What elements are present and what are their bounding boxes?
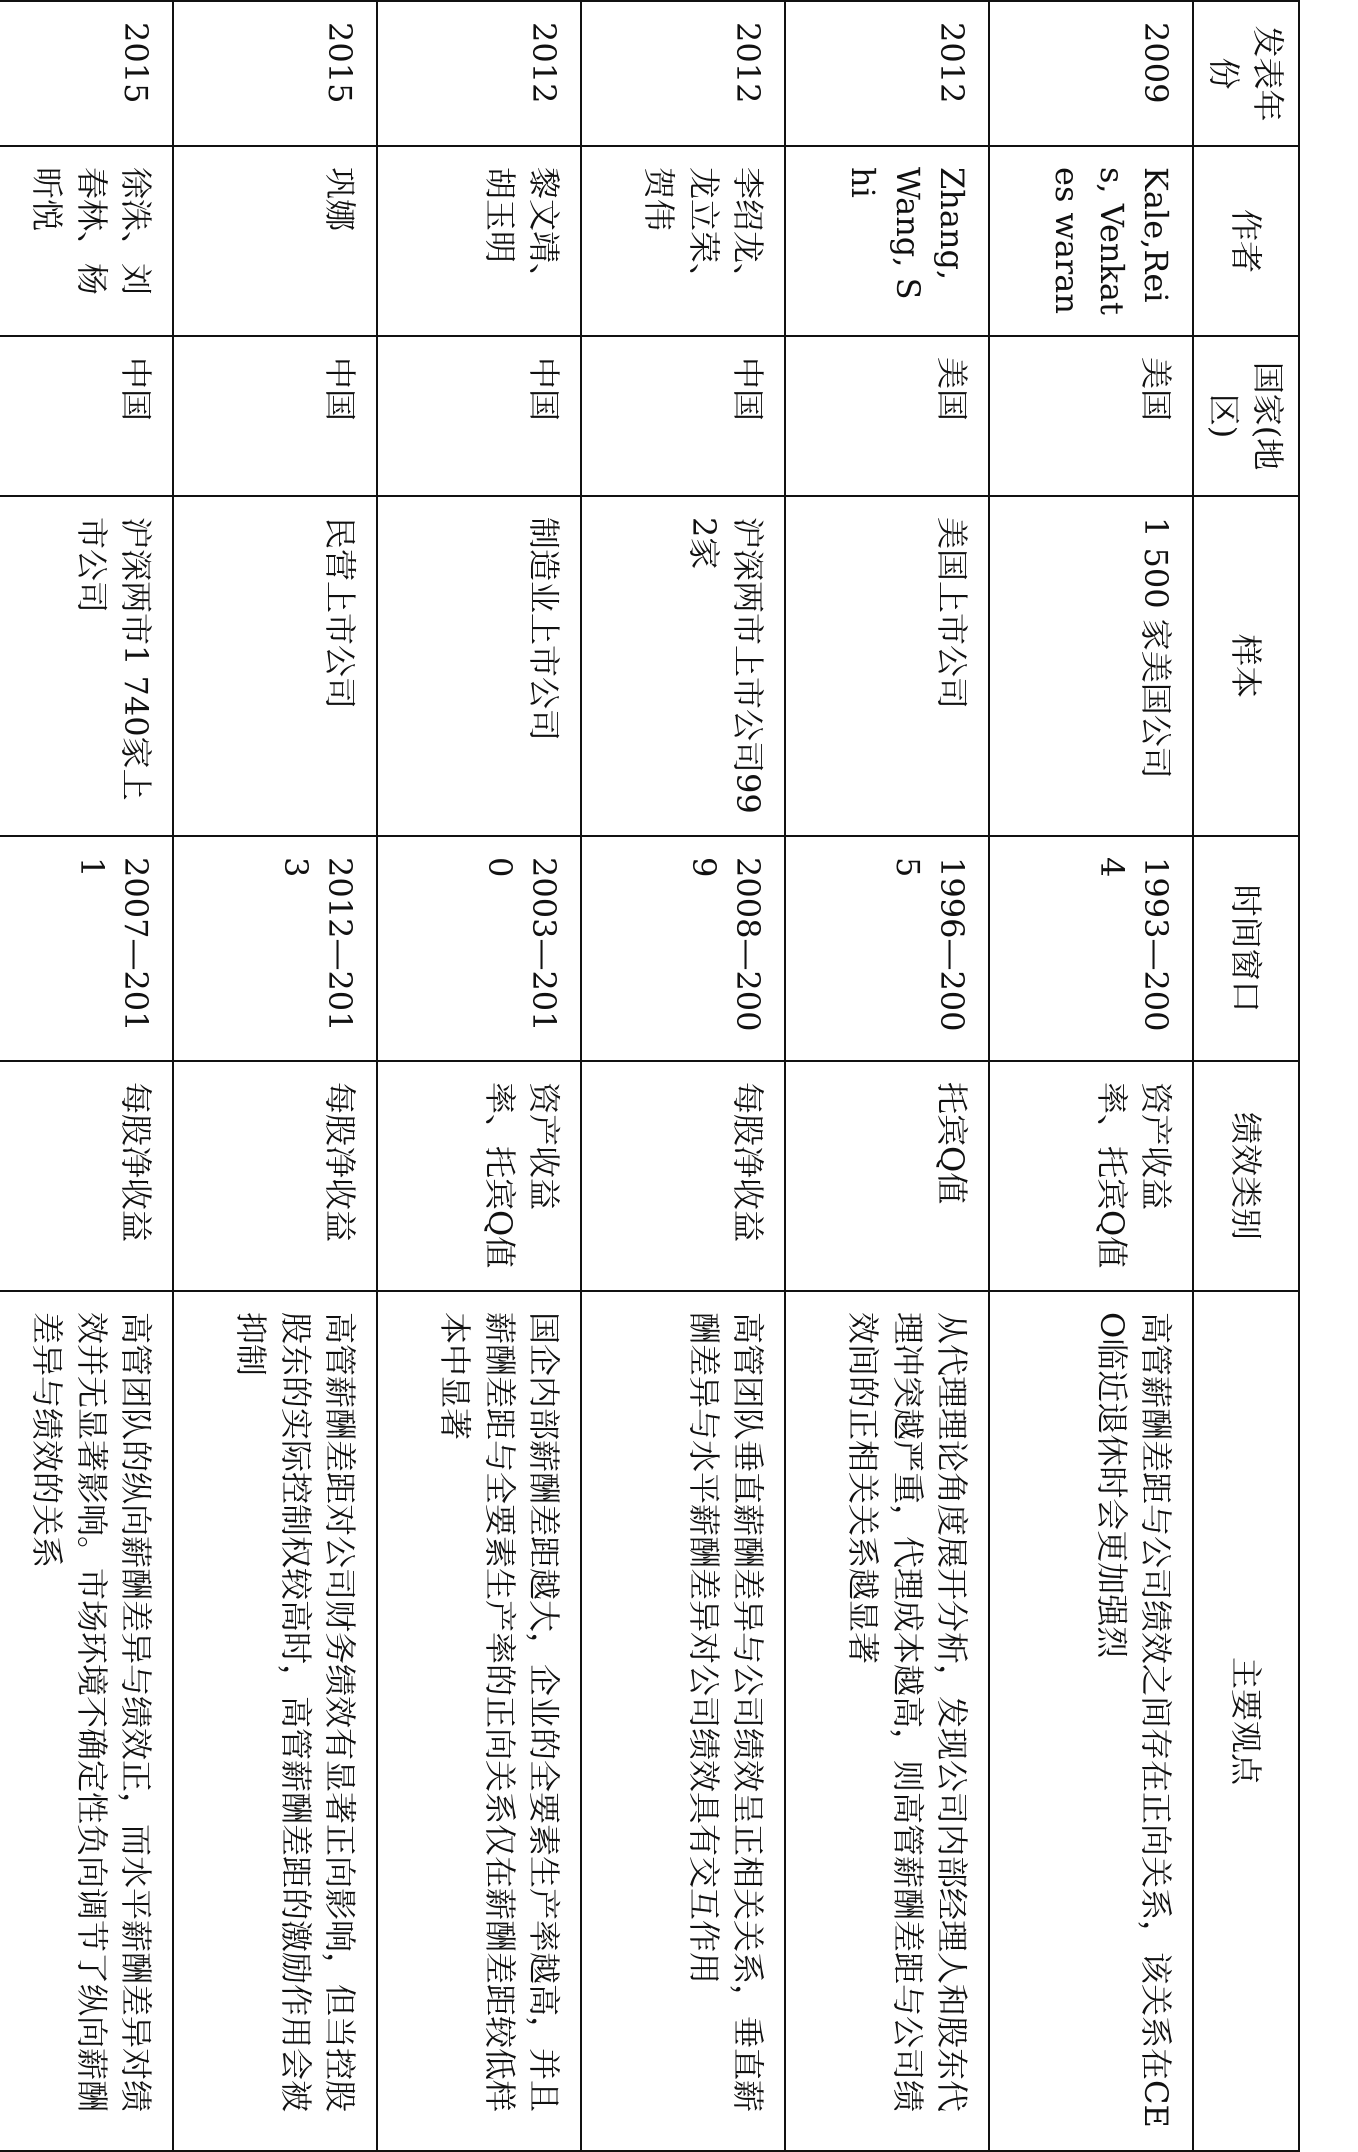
cell-performance: 每股净收益 (173, 1061, 377, 1291)
cell-authors: Zhang, Wang, Shi (785, 146, 989, 336)
cell-view: 高管团队的纵向薪酬差异与绩效正，而水平薪酬差异对绩效并无显著影响。市场环境不确定性负向调节了纵向薪酬差异与绩效的关系 (0, 1291, 173, 2151)
cell-view: 从代理理论角度展开分析，发现公司内部经理人和股东代理冲突越严重，代理成本越高，则高管薪酬差距与公司绩效间的正相关关系越显著 (785, 1291, 989, 2151)
header-row (1193, 1, 1299, 2151)
table-row (989, 1, 1193, 2151)
cell-year: 2012 (785, 1, 989, 146)
cell-sample: 沪深两市1 740家上市公司 (0, 496, 173, 836)
cell-year: 2012 (377, 1, 581, 146)
table-row (173, 1, 377, 2151)
cell-country: 中国 (377, 336, 581, 496)
cell-authors: 黎文靖、胡玉明 (377, 146, 581, 336)
cell-authors: 徐洙、刘春林、杨昕悦 (0, 146, 173, 336)
header-performance: 绩效类别 (1193, 1061, 1299, 1291)
cell-authors: Kale,Reis, Venkates waran (989, 146, 1193, 336)
cell-country: 中国 (581, 336, 785, 496)
table-row (581, 1, 785, 2151)
cell-sample: 制造业上市公司 (377, 496, 581, 836)
cell-country: 中国 (0, 336, 173, 496)
header-view: 主要观点 (1193, 1291, 1299, 2151)
cell-sample: 民营上市公司 (173, 496, 377, 836)
cell-sample: 1 500 家美国公司 (989, 496, 1193, 836)
cell-year: 2015 (0, 1, 173, 146)
cell-view: 高管薪酬差距与公司绩效之间存在正向关系，该关系在CEO临近退休时会更加强烈 (989, 1291, 1193, 2151)
cell-sample: 美国上市公司 (785, 496, 989, 836)
cell-view: 高管团队垂直薪酬差异与公司绩效呈正相关关系，垂直薪酬差异与水平薪酬差异对公司绩效具有交互作用 (581, 1291, 785, 2151)
cell-performance: 资产收益率、托宾Q值 (989, 1061, 1193, 1291)
cell-year: 2015 (173, 1, 377, 146)
cell-period: 2012—2013 (173, 836, 377, 1061)
header-authors: 作者 (1193, 146, 1299, 336)
cell-period: 1996—2005 (785, 836, 989, 1061)
header-sample: 样本 (1193, 496, 1299, 836)
cell-year: 2009 (989, 1, 1193, 146)
cell-performance: 每股净收益 (0, 1061, 173, 1291)
cell-view: 国企内部薪酬差距越大，企业的全要素生产率越高，并且薪酬差距与全要素生产率的正向关系仅在薪酬差距较低样本中显著 (377, 1291, 581, 2151)
table-row (0, 1, 173, 2151)
cell-country: 美国 (785, 336, 989, 496)
cell-authors: 巩娜 (173, 146, 377, 336)
table-row (377, 1, 581, 2151)
cell-year: 2012 (581, 1, 785, 146)
cell-view: 高管薪酬差距对公司财务绩效有显著正向影响，但当控股股东的实际控制权较高时，高管薪酬差距的激励作用会被抑制 (173, 1291, 377, 2151)
cell-performance: 每股净收益 (581, 1061, 785, 1291)
cell-period: 2007—2011 (0, 836, 173, 1061)
cell-period: 2008—2009 (581, 836, 785, 1061)
cell-period: 2003—2010 (377, 836, 581, 1061)
cell-country: 美国 (989, 336, 1193, 496)
table-row (785, 1, 989, 2151)
header-period: 时间窗口 (1193, 836, 1299, 1061)
header-year: 发表年份 (1193, 1, 1299, 146)
header-country: 国家(地区) (1193, 336, 1299, 496)
cell-period: 1993—2004 (989, 836, 1193, 1061)
cell-country: 中国 (173, 336, 377, 496)
cell-authors: 李绍龙、龙立荣、贺伟 (581, 146, 785, 336)
cell-performance: 托宾Q值 (785, 1061, 989, 1291)
cell-sample: 沪深两市上市公司992家 (581, 496, 785, 836)
cell-performance: 资产收益率、托宾Q值 (377, 1061, 581, 1291)
